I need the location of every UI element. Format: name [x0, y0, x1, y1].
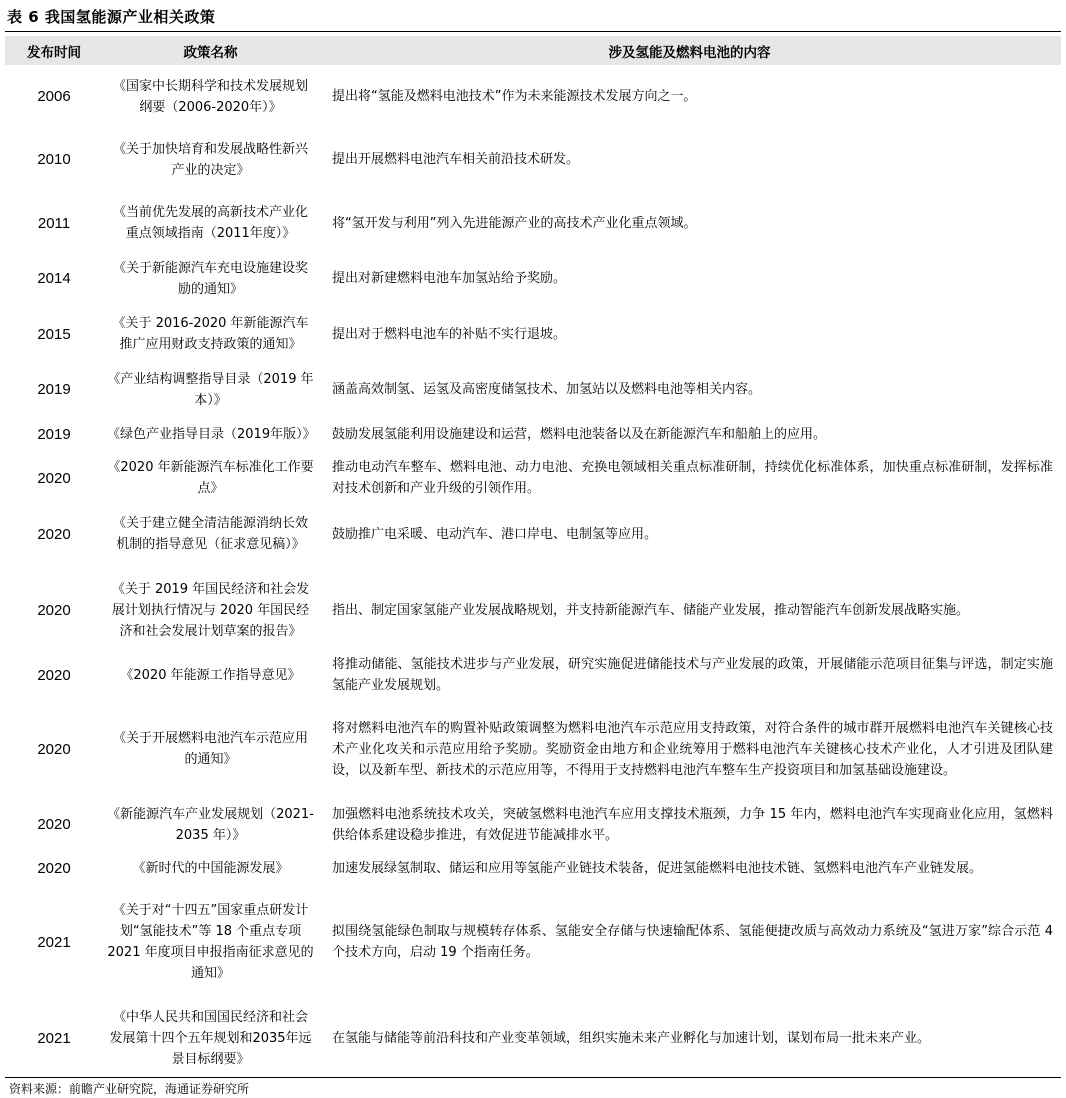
table-caption: 表 6 我国氢能源产业相关政策	[7, 8, 216, 26]
row-year: 2021	[37, 933, 71, 951]
row-content: 推动电动汽车整车、燃料电池、动力电池、充换电领域相关重点标准研制，持续优化标准体系，加快重点标准研制，发挥标准对技术创新和产业升级的引领作用。	[332, 460, 1053, 496]
table-row	[5, 255, 1061, 302]
table-row	[5, 302, 1061, 366]
table-row	[5, 128, 1061, 191]
row-policy-name: 《绿色产业指导目录（2019年版）》	[107, 426, 316, 442]
row-policy-name: 《当前优先发展的高新技术产业化重点领域指南（2011年度）》	[112, 205, 308, 241]
row-content: 将推动储能、氢能技术进步与产业发展，研究实施促进储能技术与产业发展的政策，开展储能示范项目征集与评选，制定实施氢能产业发展规划。	[332, 657, 1053, 693]
row-policy-name: 《新能源汽车产业发展规划（2021-2035 年）》	[107, 806, 314, 843]
row-policy-name: 《关于 2016-2020 年新能源汽车推广应用财政支持政策的通知》	[112, 316, 309, 352]
header-content: 涉及氢能及燃料电池的内容	[608, 44, 771, 61]
table-row	[5, 801, 1061, 848]
row-policy-name: 《关于新能源汽车充电设施建设奖励的通知》	[112, 260, 308, 297]
row-year: 2006	[37, 88, 71, 105]
header-policy-name: 政策名称	[183, 44, 238, 61]
top-rule	[5, 31, 1061, 32]
row-policy-name: 《国家中长期科学和技术发展规划纲要（2006-2020年）》	[112, 78, 308, 115]
table-row	[5, 65, 1061, 128]
policy-table	[5, 36, 1061, 1080]
row-year: 2020	[37, 469, 71, 487]
table-row	[5, 848, 1061, 888]
row-policy-name: 《新时代的中国能源发展》	[132, 860, 289, 876]
table-row	[5, 653, 1061, 697]
row-policy-name: 《2020 年新能源汽车标准化工作要点》	[107, 460, 314, 496]
table-row	[5, 996, 1061, 1080]
row-content: 指出、制定国家氢能产业发展战略规划，并支持新能源汽车、储能产业发展，推动智能汽车创新发展战略实施。	[332, 602, 970, 618]
row-content: 提出将“氢能及燃料电池技术”作为未来能源技术发展方向之一。	[332, 89, 697, 104]
row-policy-name: 《关于 2019 年国民经济和社会发展计划执行情况与 2020 年国民经济和社会发展计划草案的报告》	[111, 581, 310, 639]
row-content: 涵盖高效制氢、运氢及高密度储氢技术、加氢站以及燃料电池等相关内容。	[332, 382, 762, 397]
header-year: 发布时间	[27, 44, 81, 61]
row-policy-name: 《中华人民共和国国民经济和社会发展第十四个五年规划和2035年远景目标纲要》	[109, 1009, 312, 1067]
table-row	[5, 888, 1061, 996]
row-year: 2019	[37, 425, 71, 443]
table-row	[5, 567, 1061, 653]
row-content: 在氢能与储能等前沿科技和产业变革领域，组织实施未来产业孵化与加速计划，谋划布局一批未来产业。	[332, 1030, 931, 1046]
row-content: 加强燃料电池系统技术攻关，突破氢燃料电池汽车应用支撑技术瓶颈，力争 15 年内，燃料电池汽车实现商业化应用，氢燃料供给体系建设稳步推进，有效促进节能减排水平。	[332, 806, 1053, 843]
table-header-row	[5, 36, 1061, 65]
row-year: 2020	[37, 666, 71, 684]
row-policy-name: 《关于开展燃料电池汽车示范应用的通知》	[112, 731, 308, 767]
table-row	[5, 366, 1061, 413]
bottom-rule	[5, 1077, 1061, 1078]
row-content: 将“氢开发与利用”列入先进能源产业的高技术产业化重点领域。	[332, 215, 697, 231]
table-row	[5, 501, 1061, 567]
row-policy-name: 《产业结构调整指导目录（2019 年本）》	[107, 371, 314, 408]
row-policy-name: 《2020 年能源工作指导意见》	[120, 667, 301, 683]
source-note: 资料来源：前瞻产业研究院，海通证券研究所	[9, 1082, 250, 1096]
table-row	[5, 697, 1061, 801]
table-row	[5, 413, 1061, 455]
row-content: 将对燃料电池汽车的购置补贴政策调整为燃料电池汽车示范应用支持政策，对符合条件的城市群开展燃料电池汽车关键核心技术产业化攻关和示范应用给予奖励。奖励资金由地方和企业统筹用于燃料电池汽车关键核心技术产业化，人才引进及团队建设，以及新车型、新技术的示范应用等，不得用于支持燃料电池汽车整车生产投资项目和加氢基础设施建设。	[332, 720, 1053, 778]
row-content: 提出开展燃料电池汽车相关前沿技术研发。	[332, 152, 580, 167]
row-content: 加速发展绿氢制取、储运和应用等氢能产业链技术装备，促进氢能燃料电池技术链、氢燃料电池汽车产业链发展。	[332, 860, 983, 876]
row-year: 2020	[37, 525, 71, 543]
row-policy-name: 《关于加快培育和发展战略性新兴产业的决定》	[112, 141, 308, 178]
row-year: 2014	[37, 270, 71, 287]
row-content: 提出对新建燃料电池车加氢站给予奖励。	[332, 271, 567, 286]
row-year: 2015	[37, 325, 71, 343]
table-row	[5, 191, 1061, 255]
row-content: 鼓励发展氢能利用设施建设和运营，燃料电池装备以及在新能源汽车和船舶上的应用。	[332, 426, 827, 442]
row-year: 2019	[37, 381, 71, 398]
table-row	[5, 455, 1061, 501]
row-year: 2020	[37, 859, 71, 877]
row-policy-name: 《关于建立健全清洁能源消纳长效机制的指导意见（征求意见稿）》	[112, 516, 308, 552]
row-year: 2020	[37, 740, 71, 758]
row-content: 拟围绕氢能绿色制取与规模转存体系、氢能安全存储与快速输配体系、氢能便捷改质与高效动力系统及“氢进万家”综合示范 4 个技术方向，启动 19 个指南任务。	[332, 924, 1053, 960]
row-policy-name: 《关于对“十四五”国家重点研发计划“氢能技术”等 18 个重点专项 2021 年度项目申报指南征求意见的通知》	[107, 903, 314, 981]
row-year: 2020	[37, 816, 71, 833]
row-content: 提出对于燃料电池车的补贴不实行退坡。	[332, 326, 567, 342]
row-year: 2021	[37, 1029, 71, 1047]
row-content: 鼓励推广电采暖、电动汽车、港口岸电、电制氢等应用。	[332, 526, 658, 542]
row-year: 2011	[37, 214, 71, 232]
row-year: 2010	[37, 151, 71, 168]
row-year: 2020	[37, 601, 71, 619]
